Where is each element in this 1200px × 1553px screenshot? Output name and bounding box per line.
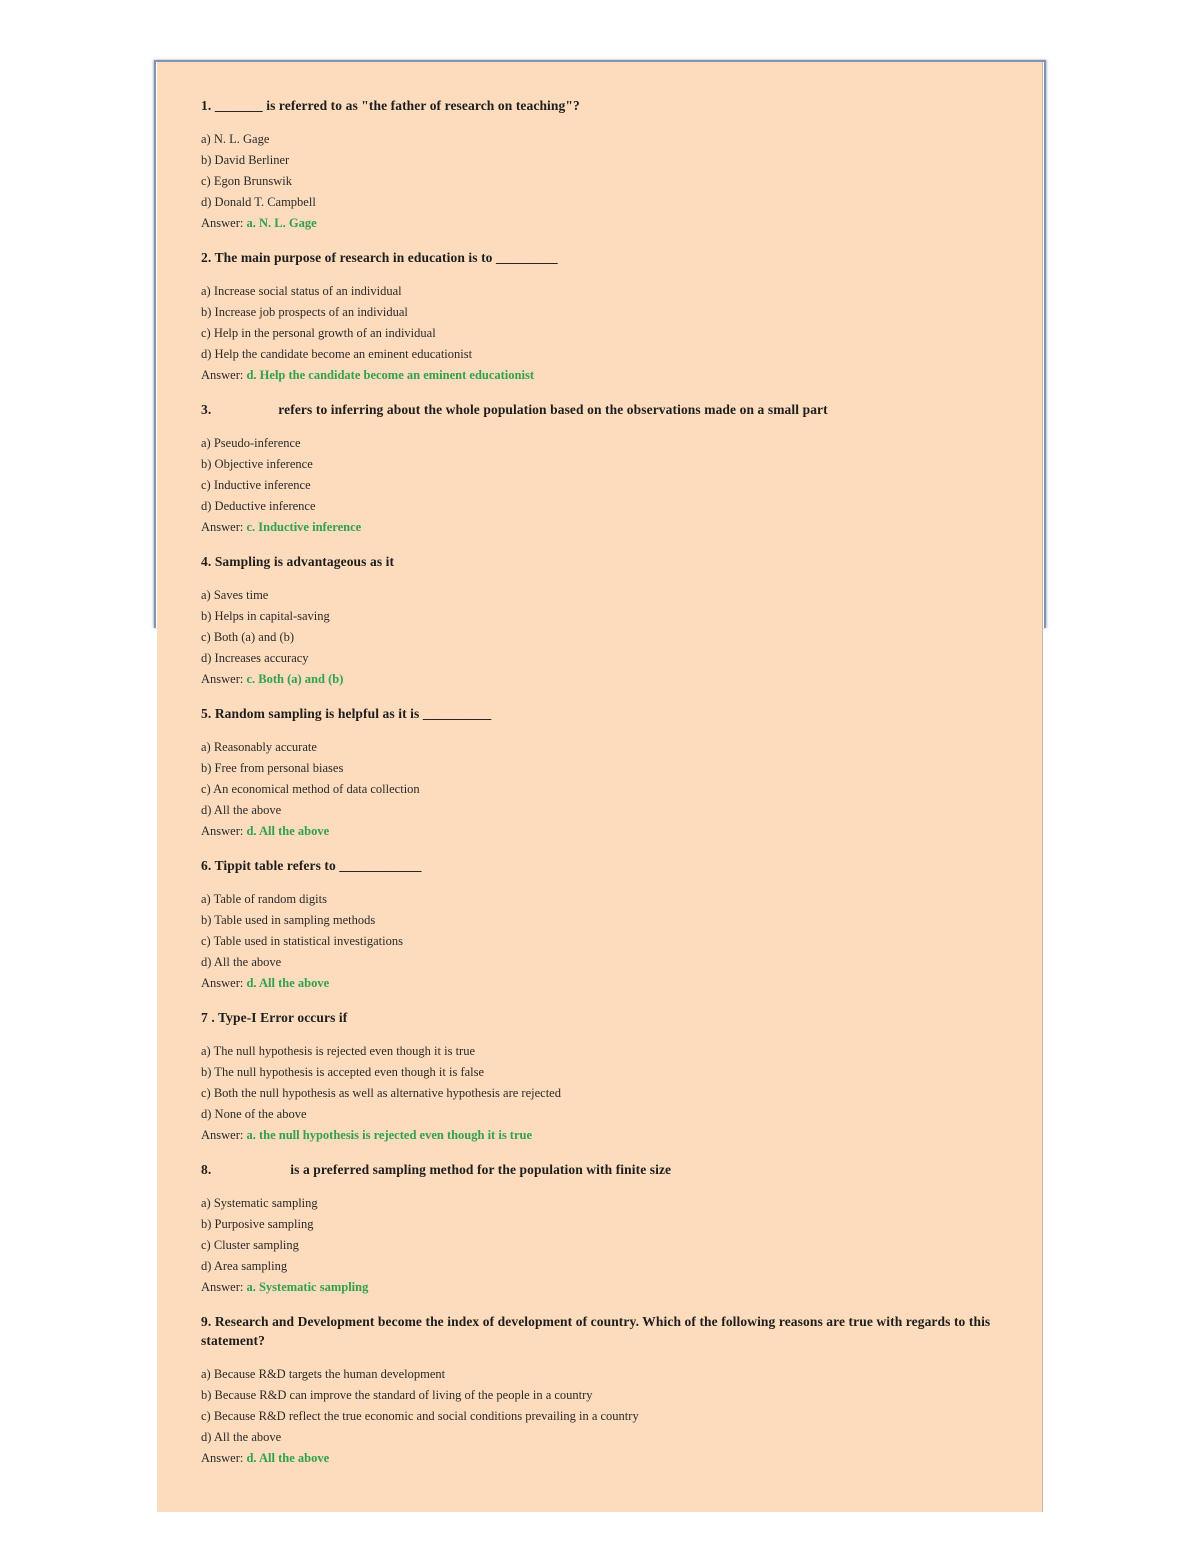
answer-value: c. Both (a) and (b) — [246, 672, 344, 686]
answer-value: d. All the above — [246, 824, 330, 838]
question-blank: ____________ — [339, 858, 422, 873]
question-list — [201, 96, 1006, 1483]
question-8-title — [201, 1160, 1006, 1179]
question-text: is a preferred sampling method for the population with finite size — [290, 1162, 672, 1177]
answer-line — [201, 365, 1006, 386]
question-4-title — [201, 552, 1006, 571]
option-c: c) Table used in statistical investigations — [201, 934, 403, 948]
question-3-title — [201, 400, 1006, 419]
question-text: is referred to as "the father of research on teaching"? — [266, 98, 580, 113]
question-4 — [201, 552, 1006, 690]
option-d: d) Increases accuracy — [201, 651, 309, 665]
answer-label: Answer: — [201, 1128, 244, 1142]
option-a: a) Table of random digits — [201, 892, 327, 906]
question-9 — [201, 1312, 1006, 1469]
question-number: 1. — [201, 98, 212, 113]
question-blank: __________ — [422, 706, 492, 721]
answer-line — [201, 1125, 1006, 1146]
question-2-title — [201, 248, 1006, 267]
question-6-title — [201, 856, 1006, 875]
question-1-title — [201, 96, 1006, 115]
question-number: 3. — [201, 402, 212, 417]
option-a: a) N. L. Gage — [201, 132, 270, 146]
option-d: d) Area sampling — [201, 1259, 288, 1273]
answer-label: Answer: — [201, 368, 244, 382]
option-b: b) Purposive sampling — [201, 1217, 314, 1231]
option-b: b) Free from personal biases — [201, 761, 344, 775]
answer-label: Answer: — [201, 520, 244, 534]
option-a: a) Because R&D targets the human development — [201, 1367, 446, 1381]
option-a: a) Reasonably accurate — [201, 740, 317, 754]
answer-line — [201, 517, 1006, 538]
answer-line — [201, 1277, 1006, 1298]
question-blank — [215, 402, 275, 414]
option-a: a) The null hypothesis is rejected even though it is true — [201, 1044, 476, 1058]
answer-line — [201, 669, 1006, 690]
option-b: b) The null hypothesis is accepted even though it is false — [201, 1065, 485, 1079]
answer-label: Answer: — [201, 216, 244, 230]
question-number: 7 . — [201, 1010, 215, 1025]
option-c: c) Because R&D reflect the true economic and social conditions prevailing in a country — [201, 1409, 639, 1423]
question-1 — [201, 96, 1006, 234]
option-c: c) Inductive inference — [201, 478, 311, 492]
option-a: a) Increase social status of an individual — [201, 284, 402, 298]
question-text: Random sampling is helpful as it is — [214, 706, 420, 721]
option-b: b) David Berliner — [201, 153, 290, 167]
answer-line — [201, 973, 1006, 994]
answer-label: Answer: — [201, 976, 244, 990]
option-d: d) Deductive inference — [201, 499, 316, 513]
answer-value: a. N. L. Gage — [246, 216, 317, 230]
option-a: a) Systematic sampling — [201, 1196, 318, 1210]
question-number: 6. — [201, 858, 212, 873]
answer-label: Answer: — [201, 672, 244, 686]
option-d: d) Help the candidate become an eminent educationist — [201, 347, 473, 361]
question-8 — [201, 1160, 1006, 1298]
question-7 — [201, 1008, 1006, 1146]
option-c: c) Egon Brunswik — [201, 174, 292, 188]
option-d: d) None of the above — [201, 1107, 307, 1121]
answer-value: d. All the above — [246, 1451, 330, 1465]
option-d: d) All the above — [201, 1430, 282, 1444]
option-c: c) Cluster sampling — [201, 1238, 299, 1252]
option-d: d) All the above — [201, 803, 282, 817]
question-9-title — [201, 1312, 1006, 1350]
question-text: Type-I Error occurs if — [218, 1010, 348, 1025]
option-d: d) Donald T. Campbell — [201, 195, 316, 209]
question-number: 8. — [201, 1162, 212, 1177]
answer-value: d. Help the candidate become an eminent educationist — [246, 368, 534, 382]
option-b: b) Because R&D can improve the standard of living of the people in a country — [201, 1388, 593, 1402]
option-c: c) Help in the personal growth of an individual — [201, 326, 436, 340]
option-c: c) Both the null hypothesis as well as alternative hypothesis are rejected — [201, 1086, 561, 1100]
question-6 — [201, 856, 1006, 994]
answer-line — [201, 1448, 1006, 1469]
question-text: Research and Development become the index of development of country. Which of the following reasons are true with regards to this statement? — [201, 1314, 991, 1348]
question-2 — [201, 248, 1006, 386]
answer-value: a. Systematic sampling — [246, 1280, 369, 1294]
option-d: d) All the above — [201, 955, 282, 969]
question-blank: _______ — [214, 98, 263, 113]
option-b: b) Increase job prospects of an individual — [201, 305, 408, 319]
question-text: refers to inferring about the whole population based on the observations made on a small part — [278, 402, 828, 417]
option-b: b) Table used in sampling methods — [201, 913, 376, 927]
answer-line — [201, 821, 1006, 842]
option-b: b) Helps in capital-saving — [201, 609, 330, 623]
question-text: Sampling is advantageous as it — [214, 554, 395, 569]
answer-line — [201, 213, 1006, 234]
question-number: 9. — [201, 1314, 212, 1329]
question-number: 2. — [201, 250, 212, 265]
option-c: c) An economical method of data collection — [201, 782, 420, 796]
option-a: a) Pseudo-inference — [201, 436, 301, 450]
question-7-title — [201, 1008, 1006, 1027]
option-a: a) Saves time — [201, 588, 269, 602]
document-page — [157, 62, 1043, 1512]
answer-label: Answer: — [201, 1280, 244, 1294]
question-blank: _________ — [496, 250, 558, 265]
option-c: c) Both (a) and (b) — [201, 630, 295, 644]
question-number: 5. — [201, 706, 212, 721]
answer-value: d. All the above — [246, 976, 330, 990]
question-text: The main purpose of research in education is to — [214, 250, 493, 265]
answer-label: Answer: — [201, 1451, 244, 1465]
answer-value: a. the null hypothesis is rejected even though it is true — [246, 1128, 533, 1142]
question-text: Tippit table refers to — [214, 858, 336, 873]
option-b: b) Objective inference — [201, 457, 313, 471]
question-5-title — [201, 704, 1006, 723]
question-5 — [201, 704, 1006, 842]
question-blank — [215, 1162, 287, 1174]
answer-value: c. Inductive inference — [246, 520, 362, 534]
question-3 — [201, 400, 1006, 538]
question-number: 4. — [201, 554, 212, 569]
answer-label: Answer: — [201, 824, 244, 838]
